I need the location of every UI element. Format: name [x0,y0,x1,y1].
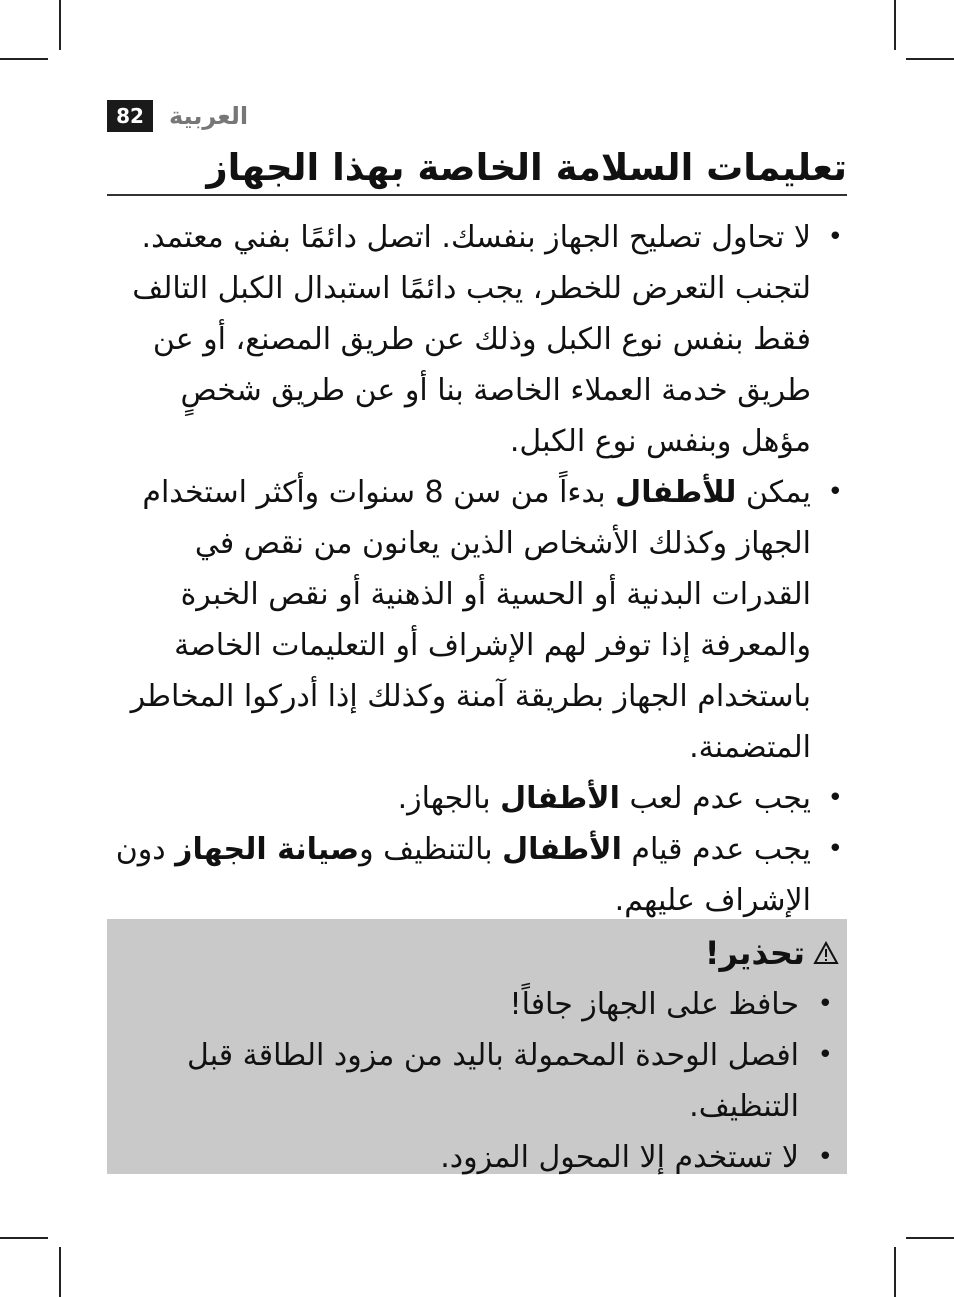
bullet-text: بالجهاز. [397,781,501,816]
bullet-marker: • [817,989,833,1019]
bullet-item [107,212,847,467]
bullet-item [107,773,847,824]
crop-mark [894,0,896,50]
bullet-marker: • [827,783,843,813]
bullet-text: يجب عدم لعب [619,781,811,816]
warning-item [107,1132,847,1183]
crop-mark [59,0,61,50]
bullet-item [107,467,847,773]
bullet-text: يجب عدم قيام [621,832,811,867]
bold-text: الأطفال [502,832,622,867]
page-title: تعليمات السلامة الخاصة بهذا الجهاز [206,146,847,189]
crop-mark [906,58,954,60]
bullet-list [107,212,847,926]
bullet-item [107,824,847,926]
bullet-text: دون الإشراف عليهم. [115,832,811,918]
bullet-text: بالتنظيف و [359,832,503,867]
bold-text: للأطفال [615,475,737,510]
bullet-text: لا تحاول تصليح الجهاز بنفسك. اتصل دائمًا بفني معتمد. لتجنب التعرض للخطر، يجب دائمًا استبدال الكبل التالف فقط بنفس نوع الكبل وذلك عن طريق المصنع، أو عن طريق خدمة العملاء الخاصة بنا أو عن طريق شخصٍ مؤهل وبنفس نوع الكبل. [132,220,811,459]
warning-item [107,1030,847,1132]
bullet-text: يمكن [736,475,811,510]
warning-text: حافظ على الجهاز جافاً! [509,987,799,1022]
warning-text: افصل الوحدة المحمولة باليد من مزود الطاقة قبل التنظيف. [187,1038,799,1124]
bullet-text: بدءاً من سن 8 سنوات وأكثر استخدام الجهاز وكذلك الأشخاص الذين يعانون من نقص في القدرات البدنية أو الحسية أو الذهنية أو نقص الخبرة والمعرفة إذا توفر لهم الإشراف أو التعليمات الخاصة باستخدام الجهاز بطريقة آمنة وكذلك إذا أدركوا المخاطر المتضمنة. [130,475,811,765]
title-divider [107,194,847,196]
warning-triangle-icon [813,941,839,965]
bullet-marker: • [817,1142,833,1172]
crop-mark [906,1237,954,1239]
bullet-marker: • [827,222,843,252]
warning-box [107,919,847,1174]
bold-text: الأطفال [500,781,620,816]
page-header [107,100,248,132]
bullet-marker: • [817,1040,833,1070]
safety-instructions [107,212,847,926]
warning-item [107,979,847,1030]
bullet-marker: • [827,834,843,864]
bold-text: صيانة الجهاز [175,832,360,867]
language-label: العربية [169,102,249,130]
page-number: 82 [107,100,153,132]
crop-mark [59,1247,61,1297]
bullet-marker: • [827,477,843,507]
crop-mark [0,1237,48,1239]
warning-heading [107,919,847,979]
crop-mark [0,58,48,60]
warning-title: تحذير! [704,934,805,972]
warning-text: لا تستخدم إلا المحول المزود. [440,1140,799,1175]
crop-mark [894,1247,896,1297]
warning-list [107,979,847,1183]
